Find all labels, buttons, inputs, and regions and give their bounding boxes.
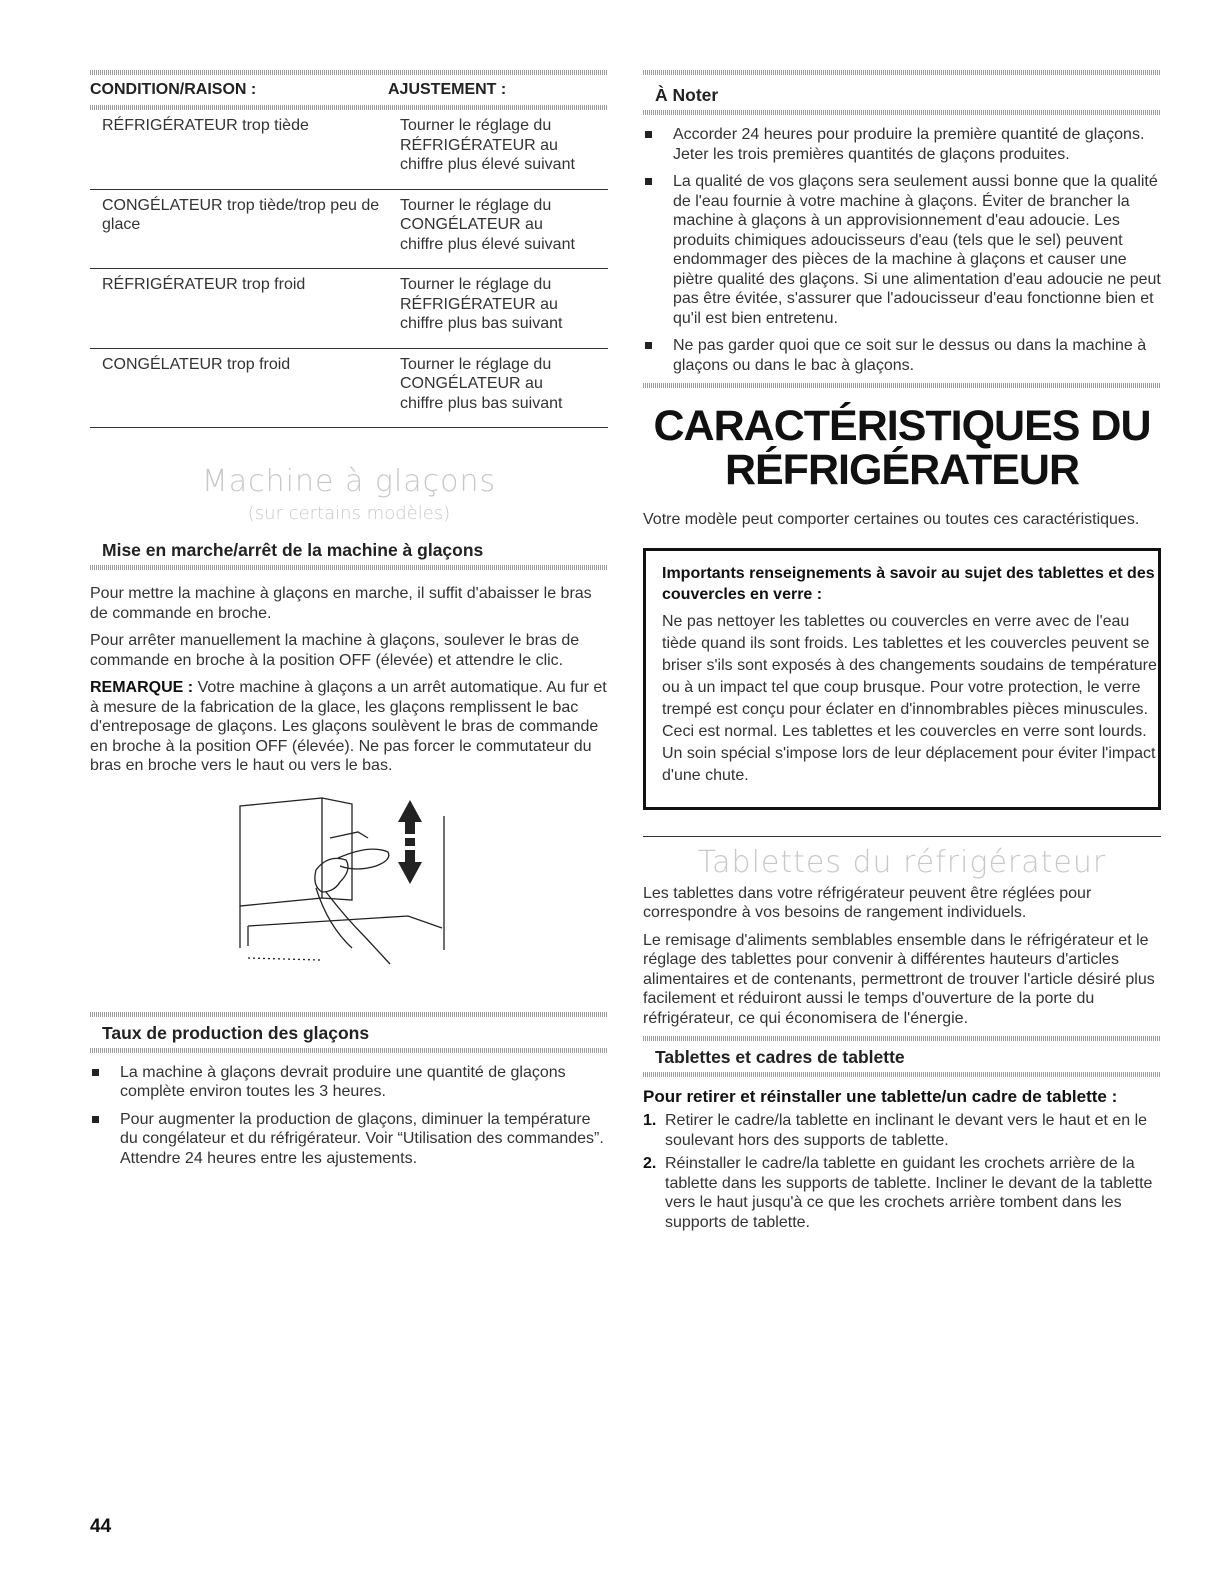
ice-maker-illustration bbox=[90, 788, 608, 988]
right-column bbox=[643, 70, 1161, 1236]
page-title-line: CARACTÉRISTIQUES DU bbox=[653, 402, 1151, 450]
adjustment-line: chiffre plus bas suivant bbox=[400, 315, 563, 332]
rule-dotted bbox=[643, 1036, 1161, 1041]
table-cell-adjustment bbox=[388, 196, 608, 255]
rule-dotted bbox=[90, 105, 608, 110]
step-text: Réinstaller le cadre/la tablette en guidant les crochets arrière de la tablette dans les supports de tablette. Incliner le devant de la tablette vers le haut jusqu'à ce que les crochets arrière tombent dans les supports de tablette. bbox=[665, 1155, 1153, 1231]
paragraph: Pour arrêter manuellement la machine à glaçons, soulever le bras de commande en broche à la position OFF (élevée) et attendre le clic. bbox=[90, 632, 580, 669]
table-header bbox=[90, 75, 608, 105]
table-cell-condition: CONGÉLATEUR trop tiède/trop peu de glace bbox=[102, 196, 380, 233]
table-header-condition: CONDITION/RAISON : bbox=[90, 81, 257, 98]
rule-dotted bbox=[643, 1072, 1161, 1077]
rule bbox=[643, 836, 1161, 837]
ice-rate-list bbox=[90, 1063, 608, 1169]
adjustment-line: Tourner le réglage du bbox=[400, 355, 552, 373]
rule-dotted bbox=[643, 383, 1161, 388]
note-paragraph bbox=[90, 678, 608, 776]
adjustment-line: CONGÉLATEUR au bbox=[400, 216, 543, 233]
page-title bbox=[643, 404, 1161, 492]
list-item: La machine à glaçons devrait produire une quantité de glaçons complète environ toutes les 3 heures. bbox=[90, 1063, 608, 1102]
note-text: Votre machine à glaçons a un arrêt automatique. Au fur et à mesure de la fabrication de la glace, les glaçons remplissent le bac d'entreposage de glaçons. Les glaçons soulèvent le bras de commande en broche à la position OFF (élevée). Ne pas forcer le commutateur du bras en broche vers le haut ou vers le bas. bbox=[90, 679, 607, 774]
rule-dotted bbox=[90, 1012, 608, 1017]
paragraph: Votre modèle peut comporter certaines ou toutes ces caractéristiques. bbox=[643, 511, 1140, 528]
step-text: Retirer le cadre/la tablette en inclinant le devant vers le haut et en le soulevant hors des supports de tablette. bbox=[665, 1112, 1148, 1149]
note-list bbox=[643, 125, 1161, 375]
paragraph: Le remisage d'aliments semblables ensemble dans le réfrigérateur et le réglage des tablettes pour convenir à différentes hauteurs d'articles alimentaires et de contenants, permettront de trouver l'article désiré plus facilement et réduiront aussi le temps d'ouverture de la porte du réfrigérateur, ce qui économisera de l'énergie. bbox=[643, 931, 1155, 1027]
adjustment-line: Tourner le réglage du bbox=[400, 196, 552, 214]
adjustment-line: RÉFRIGÉRATEUR au bbox=[400, 295, 558, 313]
paragraph: Les tablettes dans votre réfrigérateur peuvent être réglées pour correspondre à vos besoins de rangement individuels. bbox=[643, 884, 1092, 921]
note-label: REMARQUE : bbox=[90, 679, 194, 696]
warning-title: Importants renseignements à savoir au sujet des tablettes et des couvercles en verre : bbox=[662, 564, 1155, 603]
table-cell-condition: RÉFRIGÉRATEUR trop froid bbox=[102, 276, 306, 293]
heading-note: À Noter bbox=[655, 85, 719, 105]
rule-dotted bbox=[643, 110, 1161, 115]
procedure-steps bbox=[643, 1111, 1161, 1232]
adjustment-line: chiffre plus élevé suivant bbox=[400, 156, 575, 173]
table-row bbox=[90, 190, 608, 270]
warning-text: Ne pas nettoyer les tablettes ou couvercles en verre avec de l'eau tiède quand ils sont froids. Les tablettes et les couvercles peuvent se briser s'ils sont exposés à des changements soudains de température ou à un impact tel que coup brusque. Pour votre protection, le verre trempé est conçu pour éclater en d'innombrables pièces minuscules. Ceci est normal. Les tablettes et les couvercles en verre sont lourds. Un soin spécial s'impose lors de leur déplacement pour éviter l'impact d'une chute. bbox=[662, 612, 1157, 784]
table-header-adjustment: AJUSTEMENT : bbox=[388, 81, 507, 98]
table-cell-condition: RÉFRIGÉRATEUR trop tiède bbox=[102, 117, 309, 134]
table-cell-adjustment bbox=[388, 116, 608, 175]
list-item: Pour augmenter la production de glaçons, diminuer la température du congélateur et du réfrigérateur. Voir “Utilisation des commandes”. Attendre 24 heures entre les ajustements. bbox=[90, 1110, 608, 1169]
heading-ice-rate: Taux de production des glaçons bbox=[102, 1022, 370, 1043]
glass-warning-box bbox=[643, 548, 1161, 810]
step-item bbox=[643, 1111, 1161, 1150]
step-number: 1. bbox=[643, 1112, 657, 1129]
adjustment-line: RÉFRIGÉRATEUR au bbox=[400, 136, 558, 154]
table-row bbox=[90, 110, 608, 190]
table-cell-condition: CONGÉLATEUR trop froid bbox=[102, 355, 291, 373]
list-item: La qualité de vos glaçons sera seulement aussi bonne que la qualité de l'eau fournie à votre machine à glaçons. Éviter de brancher la machine à glaçons à un approvisionnement d'eau adoucie. Les produits chimiques adoucisseurs d'eau (tels que le sel) peuvent endommager des pièces de la machine à glaçons et causer une piètre qualité des glaçons. Si une alimentation d'eau adoucie ne peut pas être évitée, s'assurer que l'adoucisseur d'eau fonctionne bien et qu'il est bien entretenu. bbox=[643, 172, 1161, 328]
section-title-shelves: Tablettes du réfrigérateur bbox=[697, 844, 1107, 880]
page-number: 44 bbox=[90, 1516, 112, 1537]
adjustment-line: chiffre plus élevé suivant bbox=[400, 235, 575, 253]
left-column bbox=[90, 70, 608, 1176]
rule-dotted bbox=[643, 70, 1161, 75]
list-item: Ne pas garder quoi que ce soit sur le dessus ou dans la machine à glaçons ou dans le bac à glaçons. bbox=[643, 336, 1161, 375]
adjustment-line: CONGÉLATEUR au bbox=[400, 375, 543, 392]
table-row bbox=[90, 269, 608, 349]
table-row bbox=[90, 349, 608, 429]
paragraph: Pour mettre la machine à glaçons en marche, il suffit d'abaisser le bras de commande en broche. bbox=[90, 585, 592, 622]
rule-dotted bbox=[90, 1048, 608, 1053]
table-cell-adjustment bbox=[388, 275, 608, 334]
adjustment-line: Tourner le réglage du bbox=[400, 117, 552, 134]
heading-ice-maker-onoff: Mise en marche/arrêt de la machine à glaçons bbox=[102, 540, 484, 560]
section-title-ice-maker: Machine à glaçons bbox=[201, 464, 497, 499]
procedure-heading: Pour retirer et réinstaller une tablette/un cadre de tablette : bbox=[643, 1087, 1118, 1106]
step-item bbox=[643, 1154, 1161, 1232]
list-item: Accorder 24 heures pour produire la première quantité de glaçons. Jeter les trois premières quantités de glaçons produites. bbox=[643, 125, 1161, 164]
adjustment-line: chiffre plus bas suivant bbox=[400, 394, 563, 412]
section-subtitle-ice-maker: (sur certains modèles) bbox=[247, 503, 451, 524]
heading-shelf-frames: Tablettes et cadres de tablette bbox=[655, 1047, 905, 1067]
adjustment-line: Tourner le réglage du bbox=[400, 276, 552, 293]
table-cell-adjustment bbox=[388, 355, 608, 414]
step-number: 2. bbox=[643, 1155, 657, 1172]
rule-dotted bbox=[90, 70, 608, 75]
page-title-line: RÉFRIGÉRATEUR bbox=[724, 446, 1080, 494]
rule-dotted bbox=[90, 565, 608, 570]
ice-maker-arm-diagram bbox=[90, 788, 608, 988]
